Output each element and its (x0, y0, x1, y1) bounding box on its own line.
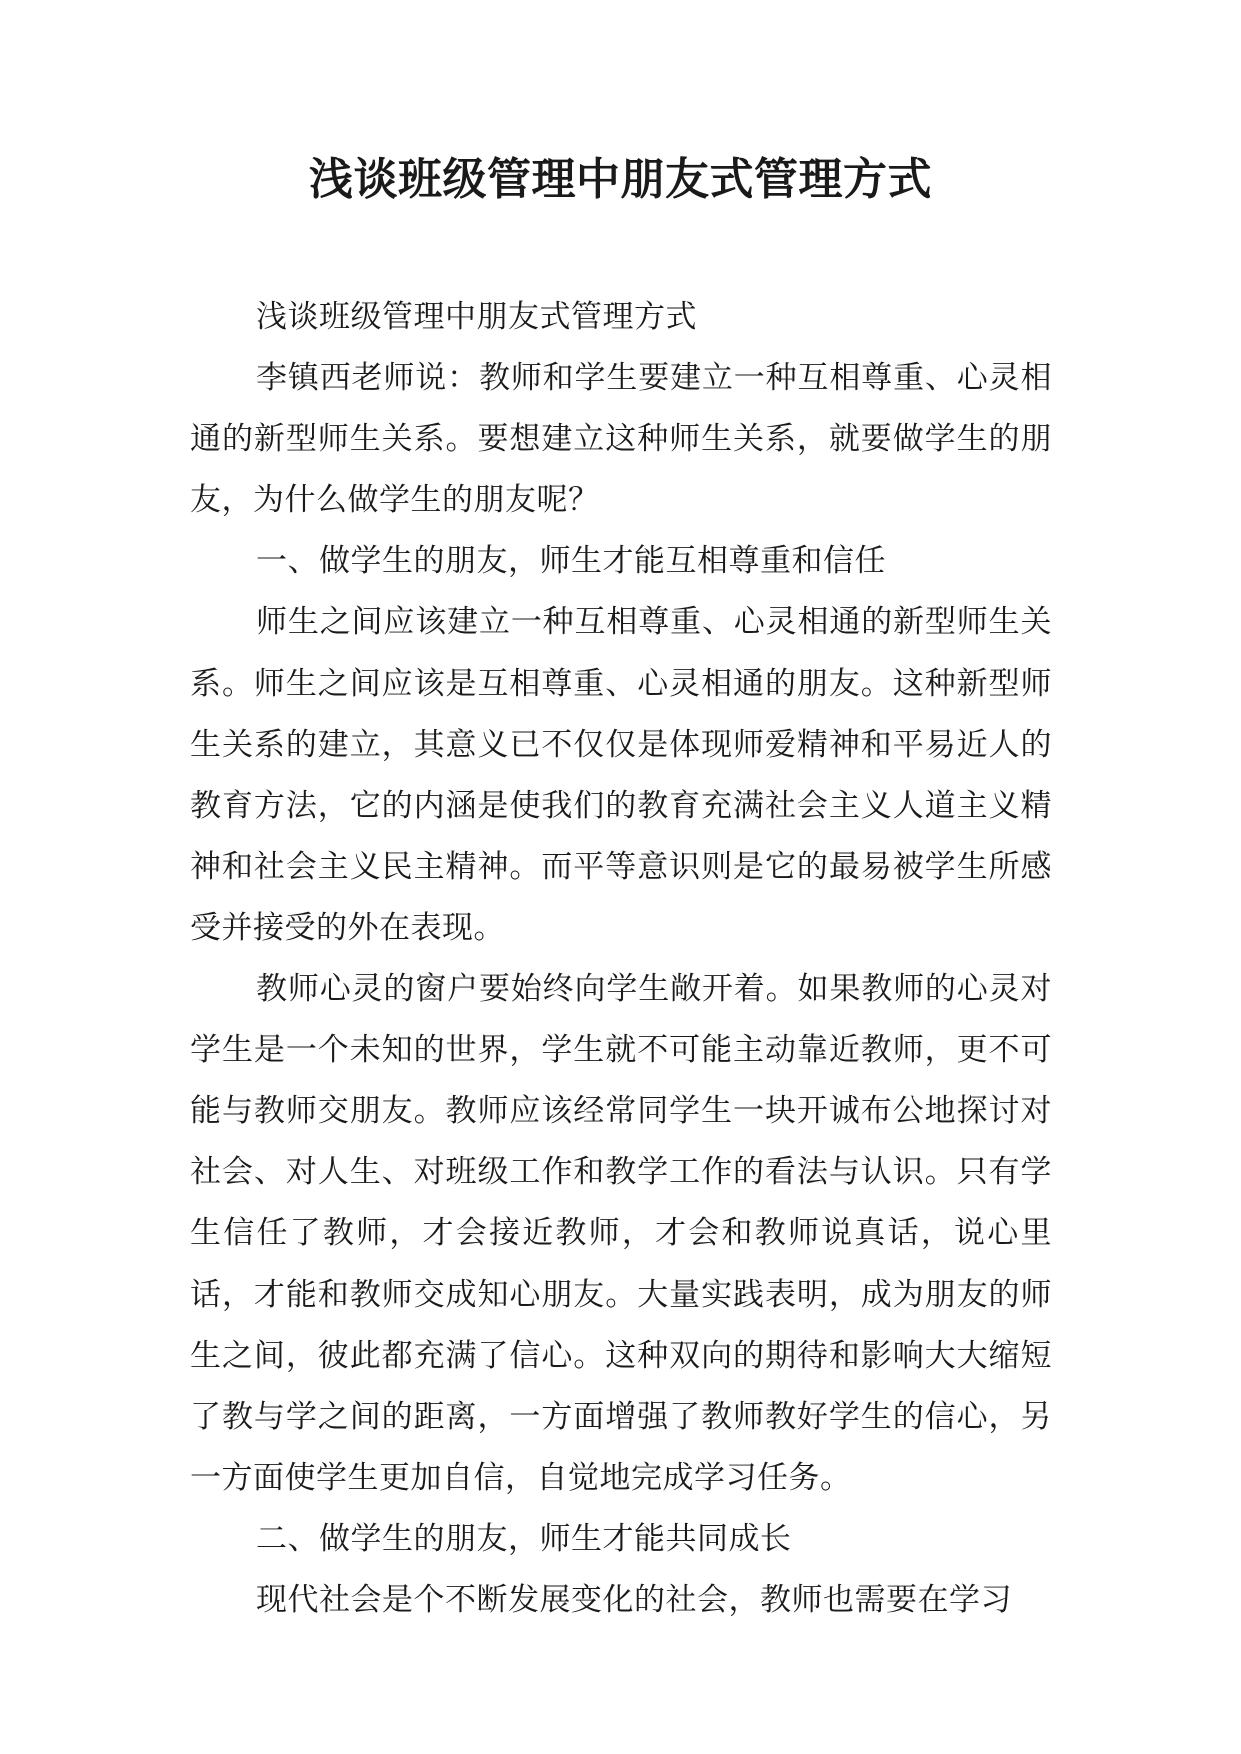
paragraph-body: 师生之间应该建立一种互相尊重、心灵相通的新型师生关系。师生之间应该是互相尊重、心灵相通的朋友。这种新型师生关系的建立，其意义已不仅仅是体现师爱精神和平易近人的教育方法，它的内涵是使我们的教育充满社会主义人道主义精神和社会主义民主精神。而平等意识则是它的最易被学生所感受并接受的外在表现。 (190, 604, 1052, 946)
section-heading-1: 一、做学生的朋友，师生才能互相尊重和信任 (256, 543, 886, 580)
paragraph-body: 教师心灵的窗户要始终向学生敞开着。如果教师的心灵对学生是一个未知的世界，学生就不可能主动靠近教师，更不可能与教师交朋友。教师应该经常同学生一块开诚布公地探讨对社会、对人生、对班级工作和教学工作的看法与认识。只有学生信任了教师，才会接近教师，才会和教师说真话，说心里话，才能和教师交成知心朋友。大量实践表明，成为朋友的师生之间，彼此都充满了信心。这种双向的期待和影响大大缩短了教与学之间的距离，一方面增强了教师教好学生的信心，另一方面使学生更加自信，自觉地完成学习任务。 (190, 971, 1052, 1496)
paragraph-body: 现代社会是个不断发展变化的社会，教师也需要在学习 (256, 1581, 1012, 1618)
document-title: 浅谈班级管理中朋友式管理方式 (309, 154, 932, 205)
paragraph-subtitle: 浅谈班级管理中朋友式管理方式 (256, 299, 697, 335)
document-body (190, 287, 1052, 1631)
paragraph-intro: 李镇西老师说：教师和学生要建立一种互相尊重、心灵相通的新型师生关系。要想建立这种师生关系，就要做学生的朋友，为什么做学生的朋友呢？ (190, 360, 1052, 519)
section-heading-2: 二、做学生的朋友，师生才能共同成长 (256, 1520, 792, 1557)
